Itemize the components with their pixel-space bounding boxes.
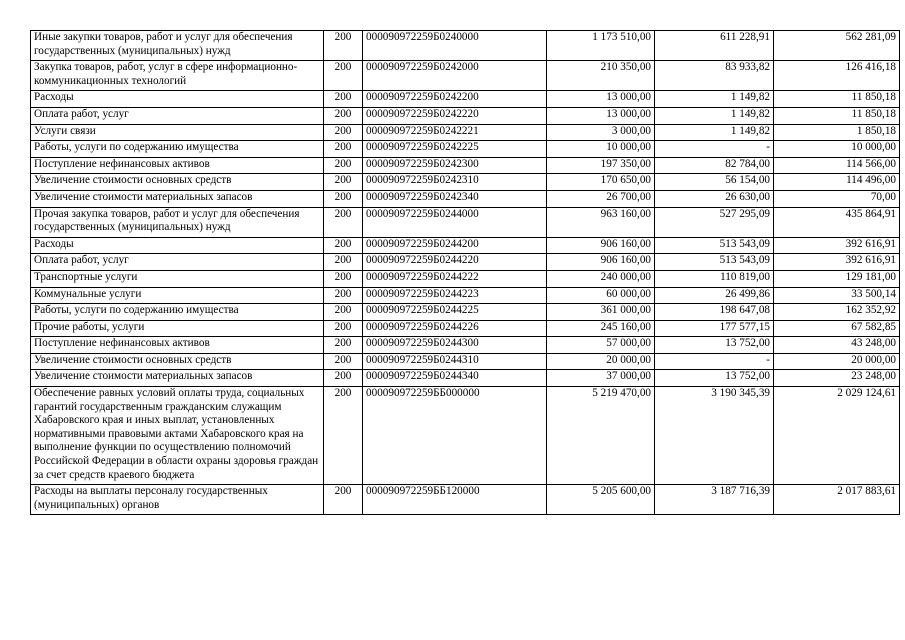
approved-amount-cell: 13 000,00: [547, 107, 655, 124]
expense-name-cell: Прочие работы, услуги: [31, 320, 324, 337]
expense-name-cell: Увеличение стоимости основных средств: [31, 174, 324, 191]
budget-code-cell: 000090972259Б0242225: [363, 141, 547, 158]
approved-amount-cell: 906 160,00: [547, 237, 655, 254]
approved-amount-cell: 963 160,00: [547, 207, 655, 237]
line-code-cell: 200: [324, 337, 363, 354]
approved-amount-cell: 245 160,00: [547, 320, 655, 337]
budget-code-cell: 000090972259Б0244223: [363, 287, 547, 304]
executed-amount-cell: 177 577,15: [655, 320, 774, 337]
budget-code-cell: 000090972259ББ120000: [363, 485, 547, 515]
line-code-cell: 200: [324, 91, 363, 108]
line-code-cell: 200: [324, 320, 363, 337]
remainder-amount-cell: 70,00: [774, 190, 900, 207]
table-row: [31, 485, 900, 515]
table-row: [31, 387, 900, 485]
remainder-amount-cell: 129 181,00: [774, 270, 900, 287]
remainder-amount-cell: 43 248,00: [774, 337, 900, 354]
remainder-amount-cell: 126 416,18: [774, 61, 900, 91]
budget-code-cell: 000090972259Б0242300: [363, 157, 547, 174]
table-row: [31, 157, 900, 174]
budget-code-cell: 000090972259Б0244340: [363, 370, 547, 387]
approved-amount-cell: 57 000,00: [547, 337, 655, 354]
expense-name-cell: Транспортные услуги: [31, 270, 324, 287]
remainder-amount-cell: 392 616,91: [774, 237, 900, 254]
table-row: [31, 31, 900, 61]
line-code-cell: 200: [324, 207, 363, 237]
expense-name-cell: Расходы: [31, 91, 324, 108]
executed-amount-cell: 513 543,09: [655, 254, 774, 271]
approved-amount-cell: 1 173 510,00: [547, 31, 655, 61]
budget-code-cell: 000090972259Б0242200: [363, 91, 547, 108]
executed-amount-cell: 13 752,00: [655, 337, 774, 354]
approved-amount-cell: 906 160,00: [547, 254, 655, 271]
approved-amount-cell: 210 350,00: [547, 61, 655, 91]
approved-amount-cell: 3 000,00: [547, 124, 655, 141]
executed-amount-cell: 3 190 345,39: [655, 387, 774, 485]
remainder-amount-cell: 435 864,91: [774, 207, 900, 237]
approved-amount-cell: 10 000,00: [547, 141, 655, 158]
executed-amount-cell: 56 154,00: [655, 174, 774, 191]
line-code-cell: 200: [324, 254, 363, 271]
expense-name-cell: Расходы: [31, 237, 324, 254]
approved-amount-cell: 5 205 600,00: [547, 485, 655, 515]
line-code-cell: 200: [324, 304, 363, 321]
line-code-cell: 200: [324, 31, 363, 61]
table-row: [31, 320, 900, 337]
table-row: [31, 237, 900, 254]
expense-name-cell: Обеспечение равных условий оплаты труда, социальных гарантий государственным гражданским служащим Хабаровского края и иных выплат, установленных нормативными правовыми актами Хабаровского края на выполнение функции по осуществлению полномочий Российской Федерации в области охраны здоровья граждан за счет средств краевого бюджета: [31, 387, 324, 485]
expense-name-cell: Прочая закупка товаров, работ и услуг для обеспечения государственных (муниципальных) нужд: [31, 207, 324, 237]
remainder-amount-cell: 2 029 124,61: [774, 387, 900, 485]
remainder-amount-cell: 562 281,09: [774, 31, 900, 61]
table-row: [31, 61, 900, 91]
expense-name-cell: Закупка товаров, работ, услуг в сфере информационно-коммуникационных технологий: [31, 61, 324, 91]
line-code-cell: 200: [324, 174, 363, 191]
budget-code-cell: 000090972259Б0244200: [363, 237, 547, 254]
executed-amount-cell: 1 149,82: [655, 124, 774, 141]
line-code-cell: 200: [324, 107, 363, 124]
table-row: [31, 124, 900, 141]
table-row: [31, 190, 900, 207]
budget-code-cell: 000090972259Б0244000: [363, 207, 547, 237]
remainder-amount-cell: 10 000,00: [774, 141, 900, 158]
budget-execution-page: [30, 30, 900, 515]
executed-amount-cell: 110 819,00: [655, 270, 774, 287]
expense-name-cell: Увеличение стоимости материальных запасов: [31, 370, 324, 387]
remainder-amount-cell: 1 850,18: [774, 124, 900, 141]
budget-execution-table: [30, 30, 900, 515]
table-row: [31, 254, 900, 271]
budget-code-cell: 000090972259ББ000000: [363, 387, 547, 485]
line-code-cell: 200: [324, 141, 363, 158]
expense-name-cell: Оплата работ, услуг: [31, 107, 324, 124]
budget-code-cell: 000090972259Б0242220: [363, 107, 547, 124]
approved-amount-cell: 20 000,00: [547, 353, 655, 370]
remainder-amount-cell: 23 248,00: [774, 370, 900, 387]
table-row: [31, 141, 900, 158]
executed-amount-cell: 3 187 716,39: [655, 485, 774, 515]
line-code-cell: 200: [324, 287, 363, 304]
expense-name-cell: Увеличение стоимости основных средств: [31, 353, 324, 370]
approved-amount-cell: 170 650,00: [547, 174, 655, 191]
table-row: [31, 370, 900, 387]
expense-name-cell: Расходы на выплаты персоналу государственных (муниципальных) органов: [31, 485, 324, 515]
approved-amount-cell: 26 700,00: [547, 190, 655, 207]
executed-amount-cell: -: [655, 353, 774, 370]
table-row: [31, 353, 900, 370]
executed-amount-cell: 611 228,91: [655, 31, 774, 61]
line-code-cell: 200: [324, 370, 363, 387]
remainder-amount-cell: 392 616,91: [774, 254, 900, 271]
line-code-cell: 200: [324, 353, 363, 370]
expense-name-cell: Работы, услуги по содержанию имущества: [31, 304, 324, 321]
remainder-amount-cell: 33 500,14: [774, 287, 900, 304]
line-code-cell: 200: [324, 485, 363, 515]
approved-amount-cell: 240 000,00: [547, 270, 655, 287]
expense-name-cell: Поступление нефинансовых активов: [31, 337, 324, 354]
approved-amount-cell: 361 000,00: [547, 304, 655, 321]
executed-amount-cell: 83 933,82: [655, 61, 774, 91]
table-row: [31, 174, 900, 191]
executed-amount-cell: 1 149,82: [655, 107, 774, 124]
executed-amount-cell: -: [655, 141, 774, 158]
table-row: [31, 337, 900, 354]
budget-code-cell: 000090972259Б0244310: [363, 353, 547, 370]
executed-amount-cell: 198 647,08: [655, 304, 774, 321]
line-code-cell: 200: [324, 237, 363, 254]
expense-name-cell: Коммунальные услуги: [31, 287, 324, 304]
approved-amount-cell: 37 000,00: [547, 370, 655, 387]
table-row: [31, 107, 900, 124]
approved-amount-cell: 5 219 470,00: [547, 387, 655, 485]
budget-code-cell: 000090972259Б0244226: [363, 320, 547, 337]
budget-code-cell: 000090972259Б0244225: [363, 304, 547, 321]
executed-amount-cell: 13 752,00: [655, 370, 774, 387]
remainder-amount-cell: 162 352,92: [774, 304, 900, 321]
approved-amount-cell: 60 000,00: [547, 287, 655, 304]
line-code-cell: 200: [324, 190, 363, 207]
table-row: [31, 304, 900, 321]
remainder-amount-cell: 2 017 883,61: [774, 485, 900, 515]
remainder-amount-cell: 11 850,18: [774, 107, 900, 124]
budget-code-cell: 000090972259Б0244220: [363, 254, 547, 271]
expense-name-cell: Услуги связи: [31, 124, 324, 141]
expense-name-cell: Работы, услуги по содержанию имущества: [31, 141, 324, 158]
table-row: [31, 270, 900, 287]
executed-amount-cell: 26 499,86: [655, 287, 774, 304]
executed-amount-cell: 82 784,00: [655, 157, 774, 174]
expense-name-cell: Поступление нефинансовых активов: [31, 157, 324, 174]
remainder-amount-cell: 11 850,18: [774, 91, 900, 108]
remainder-amount-cell: 20 000,00: [774, 353, 900, 370]
table-row: [31, 207, 900, 237]
remainder-amount-cell: 114 496,00: [774, 174, 900, 191]
table-row: [31, 287, 900, 304]
remainder-amount-cell: 114 566,00: [774, 157, 900, 174]
executed-amount-cell: 527 295,09: [655, 207, 774, 237]
expense-name-cell: Иные закупки товаров, работ и услуг для обеспечения государственных (муниципальных) нужд: [31, 31, 324, 61]
remainder-amount-cell: 67 582,85: [774, 320, 900, 337]
executed-amount-cell: 1 149,82: [655, 91, 774, 108]
budget-code-cell: 000090972259Б0242221: [363, 124, 547, 141]
budget-code-cell: 000090972259Б0244222: [363, 270, 547, 287]
line-code-cell: 200: [324, 270, 363, 287]
approved-amount-cell: 197 350,00: [547, 157, 655, 174]
budget-code-cell: 000090972259Б0244300: [363, 337, 547, 354]
executed-amount-cell: 513 543,09: [655, 237, 774, 254]
expense-name-cell: Увеличение стоимости материальных запасов: [31, 190, 324, 207]
line-code-cell: 200: [324, 387, 363, 485]
budget-code-cell: 000090972259Б0242000: [363, 61, 547, 91]
table-row: [31, 91, 900, 108]
line-code-cell: 200: [324, 124, 363, 141]
expense-name-cell: Оплата работ, услуг: [31, 254, 324, 271]
budget-code-cell: 000090972259Б0242340: [363, 190, 547, 207]
budget-code-cell: 000090972259Б0242310: [363, 174, 547, 191]
approved-amount-cell: 13 000,00: [547, 91, 655, 108]
line-code-cell: 200: [324, 157, 363, 174]
executed-amount-cell: 26 630,00: [655, 190, 774, 207]
budget-code-cell: 000090972259Б0240000: [363, 31, 547, 61]
line-code-cell: 200: [324, 61, 363, 91]
